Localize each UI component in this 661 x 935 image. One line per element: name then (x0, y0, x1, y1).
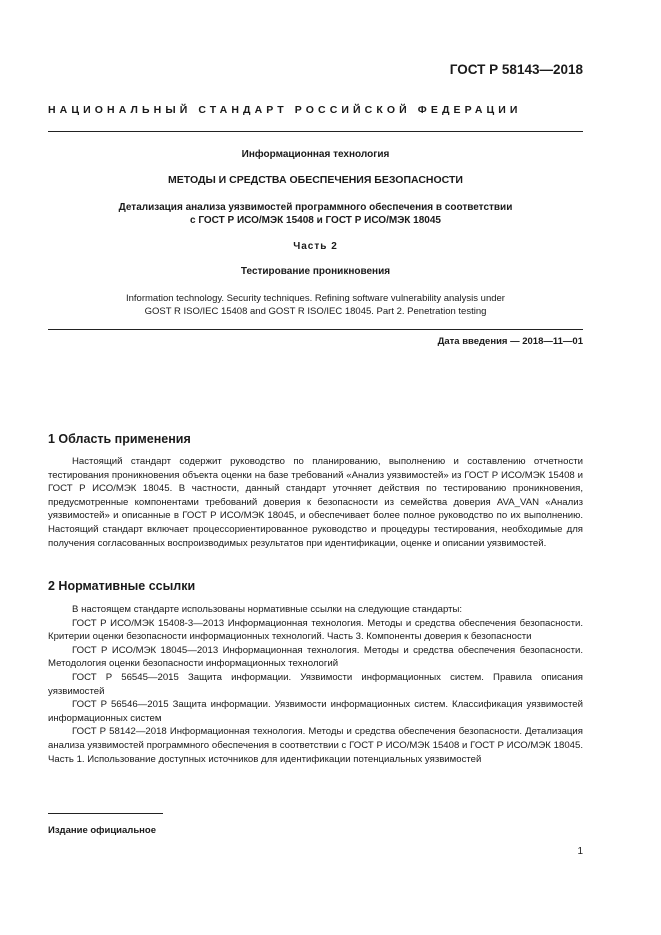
section-1-title: 1 Область применения (48, 432, 191, 446)
reference-item: ГОСТ Р ИСО/МЭК 15408-3—2013 Информационная технология. Методы и средства обеспечения безопасности. Критерии оценки безопасности информационных технологий. Часть 3. Компоненты доверия к безопасности (48, 617, 583, 643)
national-standard-heading: НАЦИОНАЛЬНЫЙ СТАНДАРТ РОССИЙСКОЙ ФЕДЕРАЦИИ (48, 104, 522, 116)
title-main: МЕТОДЫ И СРЕДСТВА ОБЕСПЕЧЕНИЯ БЕЗОПАСНОСТИ (168, 174, 463, 186)
reference-item: ГОСТ Р ИСО/МЭК 18045—2013 Информационная технология. Методы и средства обеспечения безопасности. Методология оценки безопасности информационных технологий (48, 644, 583, 670)
section-2-body (48, 603, 583, 766)
section-1-paragraph: Настоящий стандарт содержит руководство по планированию, выполнению и составлению отчетности тестирования проникновения объекта оценки на базе требований «Анализ уязвимостей» из ГОСТ Р ИСО/МЭК 15408 и ГОСТ Р ИСО/МЭК 18045. В частности, данный стандарт уточняет действия по тестированию проникновения, предусмотренные компонентами требований доверия к безопасности из семейства доверия AVA_VAN «Анализ уязвимостей» и описанные в ГОСТ Р ИСО/МЭК 18045, и обеспечивает более полное руководство по их выполнению. Настоящий стандарт включает процессориентированное руководство и процедуры тестирования, необходимые для получения согласованных воспроизводимых результатов при идентификации, оценке и описании уязвимостей. (48, 456, 583, 549)
introduction-date: Дата введения — 2018—11—01 (437, 336, 583, 347)
gost-code: ГОСТ Р 58143—2018 (449, 62, 583, 77)
date-divider (48, 329, 583, 330)
reference-item: ГОСТ Р 58142—2018 Информационная технология. Методы и средства обеспечения безопасности. Детализация анализа уязвимостей программного обеспечения в соответствии с ГОСТ Р ИСО/МЭК 15408 и ГОСТ Р ИСО/МЭК 18045. Часть 1. Использование доступных источников для идентификации потенциальных уязвимостей (48, 726, 583, 765)
subtitle-line-1: Детализация анализа уязвимостей программного обеспечения в соответствии (118, 202, 513, 213)
official-edition-label: Издание официальное (48, 825, 156, 836)
subtitle-line-2: с ГОСТ Р ИСО/МЭК 15408 и ГОСТ Р ИСО/МЭК 18045 (190, 215, 441, 226)
reference-item: ГОСТ Р 56546—2015 Защита информации. Уязвимости информационных систем. Классификация уязвимостей информационных систем (48, 699, 583, 724)
section-1-body (48, 455, 583, 550)
english-title (48, 292, 583, 318)
top-divider (48, 131, 583, 132)
title-subtitle (48, 201, 583, 227)
english-title-line-2: GOST R ISO/IEC 15408 and GOST R ISO/IEC 18045. Part 2. Penetration testing (144, 306, 487, 317)
section-2-title: 2 Нормативные ссылки (48, 579, 196, 593)
section-2-intro: В настоящем стандарте использованы нормативные ссылки на следующие стандарты: (72, 604, 463, 615)
page-number: 1 (577, 846, 583, 857)
title-part: Часть 2 (293, 241, 338, 252)
footer-divider (48, 813, 163, 814)
english-title-line-1: Information technology. Security techniques. Refining software vulnerability analysis under (126, 293, 505, 304)
reference-item: ГОСТ Р 56545—2015 Защита информации. Уязвимости информационных систем. Правила описания уязвимостей (48, 671, 583, 697)
title-domain: Информационная технология (241, 149, 390, 160)
title-part-name: Тестирование проникновения (240, 266, 391, 277)
